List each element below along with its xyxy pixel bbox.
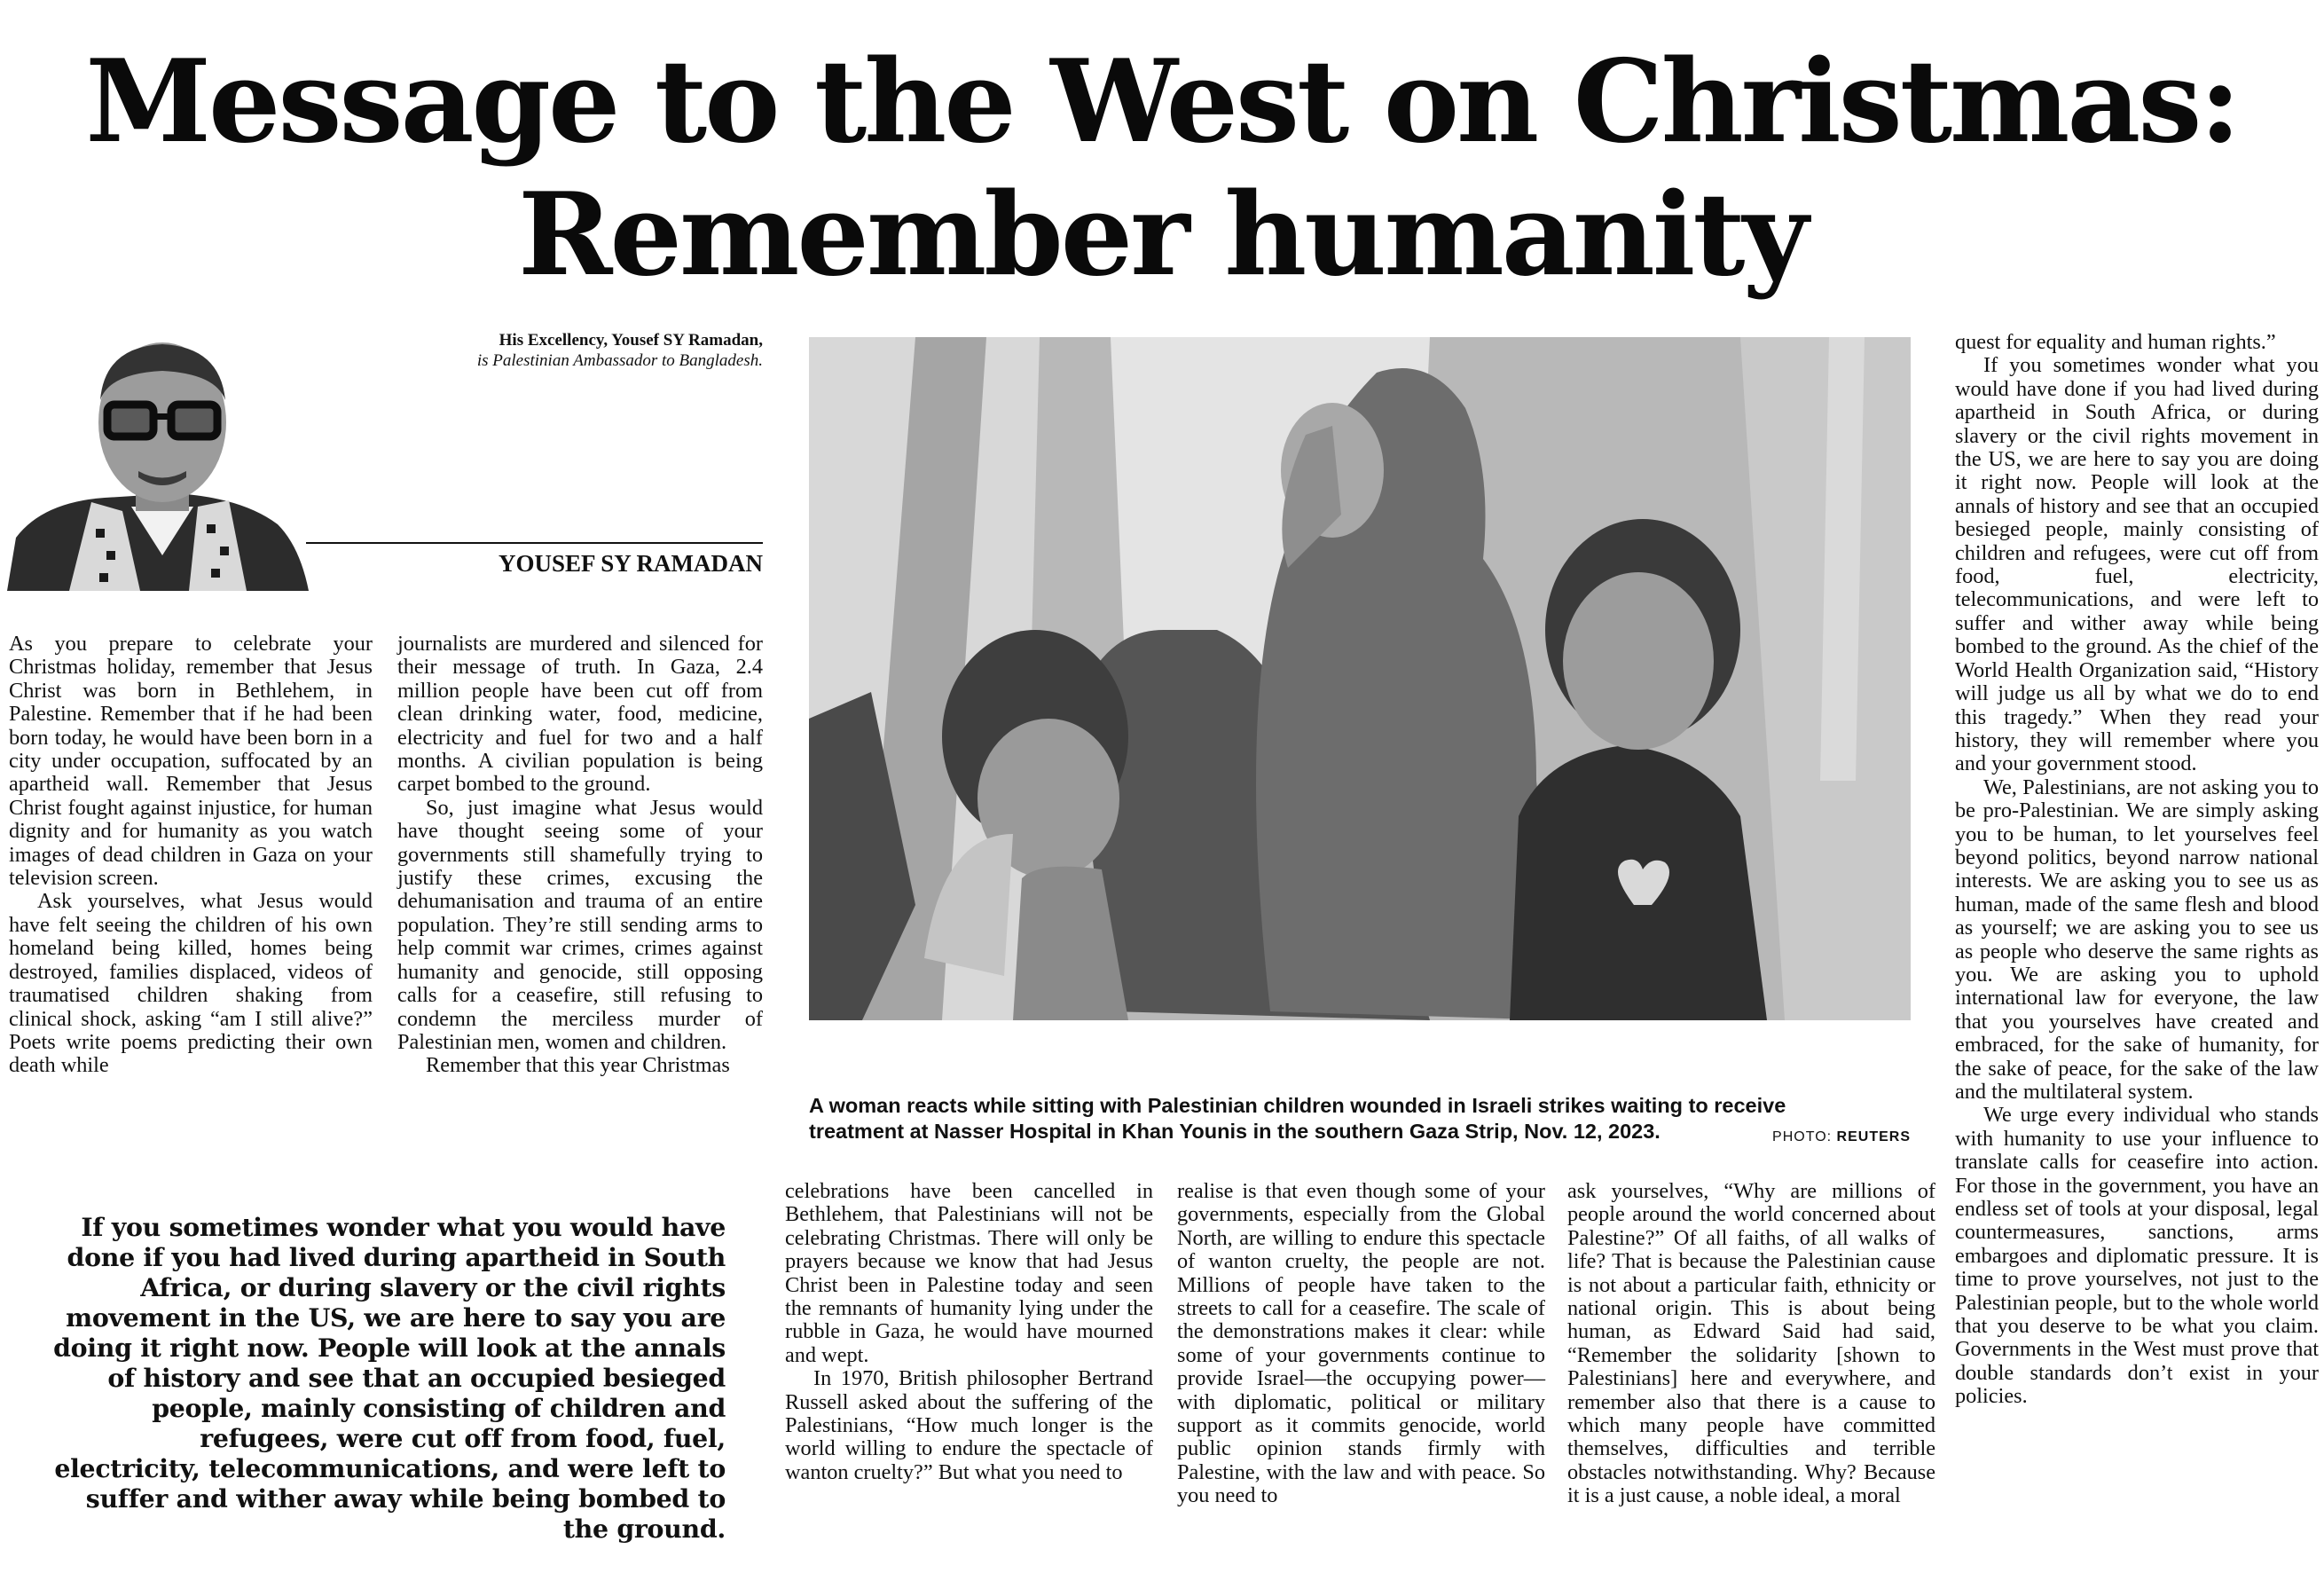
photo-credit-source: REUTERS [1836,1129,1911,1144]
article-column-5 [1567,1180,1935,1508]
photo-credit-label: PHOTO: [1772,1129,1833,1144]
article-column-3 [785,1180,1153,1484]
headline-line-2: Remember humanity [518,169,1806,302]
article-column-4 [1177,1180,1545,1508]
paragraph: Remember that this year Christmas [426,1053,730,1078]
paragraph: We urge every individual who stands with humanity to use your influence to translate calls for ceasefire into action. For those in the government, you have an endless set of tools at your disposal, legal countermeasures, sanctions, arms embargoes and diplomatic pressure. It is time to prove yourselves, not just to the Palestinian people, but to the whole world that you deserve to be what you claim. Governments in the West must prove that double standards don’t exist in your policies. [1955,1103,2319,1409]
headline-line-1: Message to the West on Christmas: [85,35,2239,169]
headline [0,35,2324,302]
paragraph: realise is that even though some of your governments, especially from the Global North, are willing to endure this spectacle of wanton cruelty, the people are not. Millions of people have taken to the streets to call for a ceasefire. The scale of the demonstrations makes it clear: while some of your governments continue to provide Israel—the occupying power—with diplomatic, political or military support as it commits genocide, world public opinion stands firmly with Palestine, with the law and with peace. So you need to [1177,1179,1545,1508]
paragraph: ask yourselves, “Why are millions of people around the world concerned about Palestine?” Of all faiths, of all walks of life? That is because the Palestinian cause is not about a particular faith, ethnicity or national origin. This is about being human, as Edward Said had said, “Remember the solidarity [shown to Palestinians] here and everywhere, and remember also that there is a cause to which many people have committed themselves, difficulties and terrible obstacles notwithstanding. Why? Because it is a just cause, a noble ideal, a moral [1567,1179,1935,1508]
byline: YOUSEF SY RAMADAN [498,550,763,577]
article-column-2 [397,633,763,1078]
paragraph: We, Palestinians, are not asking you to be pro-Palestinian. We are simply asking you to be human, to let yourselves feel beyond politics, beyond narrow national interests. We are asking you to see us as human, made of the same flesh and blood as yourself; we are asking you to see us as people who deserve the same rights as you. We are asking you to uphold international law for everyone, the law that you yourselves have created and embraced, for the sake of humanity, for the sake of peace, for the sake of the law and the multilateral system. [1955,775,2319,1104]
author-portrait [7,325,344,591]
paragraph: journalists are murdered and silenced for their message of truth. In Gaza, 2.4 million people have been cut off from clean drinking water, food, medicine, electricity and fuel for two and a half months. A civilian population is being carpet bombed to the ground. [397,632,763,797]
paragraph: quest for equality and human rights.” [1955,330,2276,354]
paragraph: If you sometimes wonder what you would have done if you had lived during apartheid in South Africa, or during slavery or the civil rights movement in the US, we are here to say you are doing it right now. People will look at the annals of history and see that an occupied besieged people, mainly consisting of children and refugees, were cut off from food, fuel, electricity, telecommunications, and were left to suffer and wither away while being bombed to the ground. As the chief of the World Health Organization said, “History will judge us all by what we do to end this tragedy.” When they read your history, they will remember where you and your government stood. [1955,353,2319,776]
paragraph: celebrations have been cancelled in Bethlehem, that Palestinians will not be celebrating Christmas. There will only be prayers because we know that had Jesus Christ been in Palestine today and seen the remnants of humanity lying under the rubble in Gaza, he would have mourned and wept. [785,1179,1153,1367]
photo-caption-text: A woman reacts while sitting with Palestinian children wounded in Israeli strikes waiting to receive treatment at Nasser Hospital in Khan Younis in the southern Gaza Strip, Nov. 12, 2023. [809,1094,1786,1143]
author-credit-role: is Palestinian Ambassador to Bangladesh. [476,351,763,370]
paragraph: So, just imagine what Jesus would have thought seeing some of your governments still shamefully trying to justify these crimes, excusing the dehumanisation and trauma of an entire population. They’re still sending arms to help commit war crimes, crimes against humanity and genocide, still opposing calls for a ceasefire, still refusing to condemn the merciless murder of Palestinian men, women and children. [397,795,763,1054]
author-credit-name: His Excellency, Yousef SY Ramadan, [499,331,763,350]
pull-quote: If you sometimes wonder what you would have done if you had lived during apartheid in South Africa, or during slavery or the civil rights movement in the US, we are here to say you are doing it right now. People will look at the annals of history and see that an occupied besieged people, mainly consisting of children and refugees, were cut off from food, fuel, electricity, telecommunications, and were left to suffer and wither away while being bombed to the ground. [53,1212,726,1544]
photo-credit [1685,1129,1911,1145]
author-credit [461,330,763,371]
paragraph: Ask yourselves, what Jesus would have felt seeing the children of his own homeland being killed, homes being destroyed, families displaced, videos of traumatised children shaking from clinical shock, asking “am I still alive?” Poets write poems predicting their own death while [9,889,373,1078]
byline-rule [306,542,763,544]
article-column-1 [9,633,373,1078]
paragraph: As you prepare to celebrate your Christmas holiday, remember that Jesus Christ was born in Bethlehem, in Palestine. Remember that if he had been born today, he would have been born in a city under occupation, suffocated by an apartheid wall. Remember that Jesus Christ fought against injustice, for human dignity and for humanity as you watch images of dead children in Gaza on your television screen. [9,632,373,891]
paragraph: In 1970, British philosopher Bertrand Russell asked about the suffering of the Palestinians, “How much longer is the world willing to endure the spectacle of wanton cruelty?” But what you need to [785,1366,1153,1484]
news-photo [809,337,1911,1020]
article-column-6 [1955,331,2319,1409]
